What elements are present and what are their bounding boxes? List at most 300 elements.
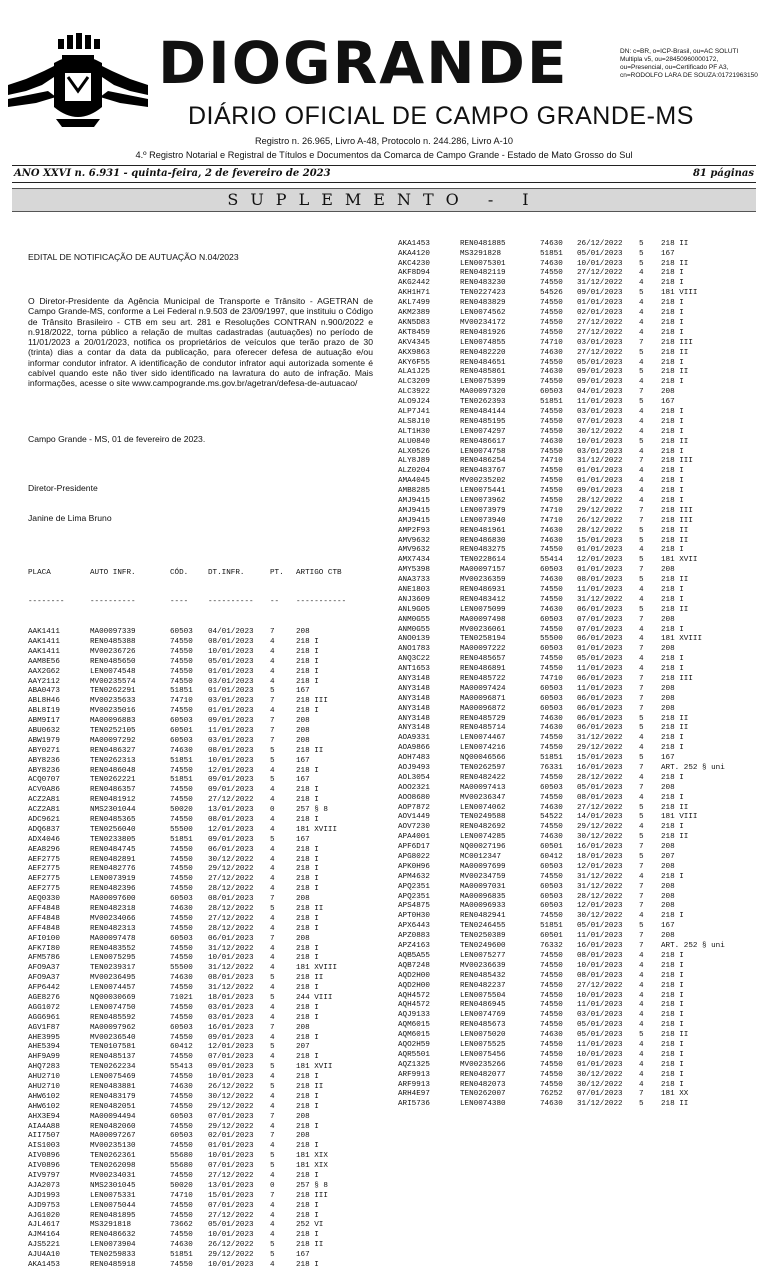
table-row — [398, 922, 753, 932]
table-cell: TEN0228614 — [460, 556, 506, 565]
table-cell: 15/01/2023 — [577, 536, 623, 545]
table-cell: 4 — [639, 269, 644, 278]
table-cell: AQB5A55 — [398, 951, 430, 960]
table-cell: MV00234031 — [90, 1172, 136, 1181]
table-cell: 218 I — [296, 914, 319, 923]
table-row — [28, 1073, 373, 1083]
table-cell: 26/12/2022 — [208, 1083, 254, 1092]
table-cell: 06/01/2023 — [208, 934, 254, 943]
table-cell: 74710 — [540, 675, 563, 683]
table-cell: 55500 — [170, 964, 193, 973]
table-cell: 60503 — [540, 892, 563, 901]
table-cell: 5 — [639, 368, 644, 377]
table-cell: 5 — [270, 1251, 275, 1260]
table-cell: REN0483179 — [90, 1092, 136, 1101]
table-cell: 207 — [296, 1043, 310, 1052]
table-cell: AHU2710 — [28, 1073, 60, 1082]
table-cell: 4 — [270, 1003, 275, 1012]
table-cell: AMJ9415 — [398, 516, 430, 525]
table-cell: 208 — [661, 694, 675, 703]
table-cell: 4 — [270, 954, 275, 963]
table-cell: 5 — [639, 249, 644, 258]
table-row — [28, 658, 373, 668]
table-cell: 208 — [296, 628, 310, 637]
table-cell: 218 II — [661, 1031, 689, 1040]
table-cell: 218 I — [296, 984, 319, 993]
col-header-cod: CÓD. — [170, 568, 189, 577]
table-cell: 4 — [639, 744, 644, 753]
table-cell: TEN0233805 — [90, 835, 136, 844]
table-cell: AHU2710 — [28, 1083, 60, 1092]
table-cell: 74550 — [540, 546, 563, 555]
table-row — [398, 546, 753, 556]
table-cell: REN0485388 — [90, 637, 136, 646]
table-cell: 51851 — [540, 249, 563, 258]
table-cell: 30/12/2022 — [577, 1070, 623, 1079]
table-cell: 11/01/2023 — [577, 684, 623, 693]
table-cell: 218 II — [661, 724, 689, 733]
table-cell: 4 — [639, 1060, 644, 1069]
table-cell: 4 — [639, 665, 644, 674]
table-cell: 4 — [270, 1122, 275, 1131]
table-cell: 167 — [661, 754, 675, 763]
table-cell: LEN0075399 — [460, 378, 506, 387]
table-cell: APA4001 — [398, 833, 430, 842]
table-cell: AIV9797 — [28, 1172, 60, 1181]
table-cell: 4 — [270, 1033, 275, 1042]
table-cell: 5 — [639, 605, 644, 614]
table-cell: 208 — [661, 684, 675, 693]
table-cell: AFM5786 — [28, 954, 60, 963]
table-cell: 4 — [639, 635, 644, 644]
table-cell: 4 — [639, 378, 644, 387]
table-cell: 29/12/2022 — [208, 865, 254, 874]
table-cell: 4 — [639, 328, 644, 337]
table-row — [398, 359, 753, 369]
table-row — [398, 537, 753, 547]
table-cell: 01/01/2023 — [577, 467, 623, 476]
table-cell: 0 — [270, 806, 275, 815]
table-cell: 7 — [270, 1191, 275, 1200]
table-cell: AQJ9133 — [398, 1011, 430, 1020]
table-cell: LEN0073919 — [90, 875, 136, 884]
table-cell: 13/01/2023 — [208, 1181, 254, 1190]
table-cell: TEN0259833 — [90, 1251, 136, 1260]
table-cell: REN0483230 — [460, 279, 506, 288]
table-cell: NQ00046566 — [460, 754, 506, 763]
table-cell: 06/01/2023 — [577, 704, 623, 713]
table-cell: 05/01/2023 — [208, 1221, 254, 1230]
table-row — [398, 794, 753, 804]
table-cell: 7 — [639, 457, 644, 466]
table-cell: AAK1411 — [28, 628, 60, 637]
table-cell: AQH4572 — [398, 1001, 430, 1010]
table-cell: AFF4848 — [28, 924, 60, 933]
table-row — [28, 1162, 373, 1172]
table-cell: 5 — [639, 398, 644, 407]
table-cell: APS4875 — [398, 902, 430, 911]
table-cell: 218 I — [661, 744, 684, 753]
table-cell: 09/01/2023 — [208, 786, 254, 795]
table-cell: 60412 — [170, 1043, 193, 1052]
table-cell: 218 I — [661, 734, 684, 743]
table-row — [28, 885, 373, 895]
table-cell: 218 I — [296, 637, 319, 646]
table-cell: 208 — [296, 1132, 310, 1141]
table-row — [28, 905, 373, 915]
table-cell: 74550 — [170, 677, 193, 686]
table-cell: 74550 — [540, 477, 563, 486]
table-cell: 4 — [270, 1261, 275, 1270]
table-cell: NQ00027196 — [460, 843, 506, 852]
table-cell: AOV1449 — [398, 813, 430, 822]
table-row — [398, 1081, 753, 1091]
table-cell: 31/12/2022 — [208, 944, 254, 953]
table-cell: 14/01/2023 — [577, 813, 623, 822]
table-cell: ARF9913 — [398, 1080, 430, 1089]
table-cell: 218 I — [661, 1011, 684, 1020]
table-cell: 4 — [270, 815, 275, 824]
table-cell: ACQ0707 — [28, 776, 60, 785]
table-cell: 74550 — [540, 773, 563, 782]
table-cell: 74550 — [170, 1211, 193, 1220]
table-cell: APF6D17 — [398, 843, 430, 852]
table-row — [28, 1103, 373, 1113]
table-cell: ADC9621 — [28, 815, 60, 824]
table-cell: 07/01/2023 — [577, 1090, 623, 1099]
table-cell: TEN0250389 — [460, 932, 506, 941]
table-cell: 4 — [639, 991, 644, 1000]
edition-info: ANO XXVI n. 6.931 - quinta-feira, 2 de fevereiro de 2023 — [14, 168, 331, 179]
table-cell: 74710 — [170, 1191, 193, 1200]
table-cell: 7 — [639, 645, 644, 654]
table-cell: 09/01/2023 — [208, 835, 254, 844]
table-row — [398, 804, 753, 814]
table-cell: ALC3922 — [398, 388, 430, 397]
table-cell: 7 — [639, 615, 644, 624]
table-cell: REN0485861 — [460, 368, 506, 377]
table-cell: 74550 — [540, 823, 563, 832]
table-cell: 74550 — [540, 309, 563, 318]
table-cell: MA00096933 — [460, 902, 506, 911]
table-cell: 01/01/2023 — [577, 299, 623, 308]
table-cell: 208 — [296, 717, 310, 726]
table-row — [398, 635, 753, 645]
table-cell: 74550 — [170, 944, 193, 953]
table-cell: 4 — [270, 677, 275, 686]
table-cell: 27/12/2022 — [208, 1211, 254, 1220]
table-cell: 7 — [639, 932, 644, 941]
table-cell: 27/12/2022 — [577, 803, 623, 812]
table-cell: 03/01/2023 — [577, 407, 623, 416]
table-cell: 74550 — [540, 269, 563, 278]
table-row — [28, 648, 373, 658]
table-cell: AQO2H59 — [398, 1040, 430, 1049]
table-cell: 08/01/2023 — [208, 974, 254, 983]
table-row — [28, 638, 373, 648]
table-cell: APK0H96 — [398, 862, 430, 871]
table-cell: 4 — [639, 477, 644, 486]
table-cell: 218 I — [661, 358, 684, 367]
table-cell: 218 I — [296, 667, 319, 676]
table-row — [28, 846, 373, 856]
table-cell: 4 — [270, 667, 275, 676]
table-cell: 4 — [270, 766, 275, 775]
table-cell: REN0485137 — [90, 1053, 136, 1062]
table-cell: ANQ3C22 — [398, 655, 430, 664]
table-cell: MA00097424 — [460, 684, 506, 693]
table-row — [398, 250, 753, 260]
table-cell: MA00096872 — [460, 704, 506, 713]
table-row — [398, 833, 753, 843]
table-cell: AAY2112 — [28, 677, 60, 686]
table-cell: 27/12/2022 — [208, 796, 254, 805]
table-cell: 74550 — [540, 299, 563, 308]
table-cell: 7 — [270, 697, 275, 706]
table-cell: 08/01/2023 — [208, 895, 254, 904]
table-cell: APG8022 — [398, 853, 430, 862]
table-cell: 218 I — [296, 1261, 319, 1270]
table-cell: 218 I — [296, 845, 319, 854]
table-cell: 27/12/2022 — [208, 1172, 254, 1181]
table-cell: 60503 — [170, 1023, 193, 1032]
table-cell: 167 — [296, 687, 310, 696]
table-cell: 11/01/2023 — [208, 726, 254, 735]
table-cell: 16/01/2023 — [577, 764, 623, 773]
table-cell: REN0486945 — [460, 1001, 506, 1010]
table-row — [398, 260, 753, 270]
table-cell: AQZ1325 — [398, 1060, 430, 1069]
table-cell: 10/01/2023 — [208, 1261, 254, 1270]
table-cell: 74550 — [170, 1053, 193, 1062]
table-cell: 218 I — [661, 318, 684, 327]
table-row — [398, 279, 753, 289]
table-row — [398, 527, 753, 537]
table-cell: 11/01/2023 — [577, 1040, 623, 1049]
table-cell: 218 I — [296, 1013, 319, 1022]
table-cell: LEN0075020 — [460, 1031, 506, 1040]
table-row — [398, 269, 753, 279]
table-cell: 5 — [639, 348, 644, 357]
table-cell: 74550 — [170, 1073, 193, 1082]
table-cell: LEN0073940 — [460, 516, 506, 525]
table-cell: 60503 — [170, 895, 193, 904]
table-cell: 7 — [639, 764, 644, 773]
table-cell: 218 I — [296, 885, 319, 894]
table-cell: 60501 — [170, 726, 193, 735]
table-cell: 74550 — [170, 865, 193, 874]
table-cell: 4 — [639, 427, 644, 436]
table-cell: LEN0075456 — [460, 1050, 506, 1059]
left-table-body — [28, 628, 373, 1271]
dash: ---------- — [90, 598, 136, 607]
table-cell: 30/12/2022 — [208, 855, 254, 864]
table-cell: 218 I — [661, 823, 684, 832]
table-cell: 74550 — [170, 1013, 193, 1022]
table-cell: ANY3148 — [398, 714, 430, 723]
table-cell: 09/01/2023 — [577, 368, 623, 377]
table-cell: REN0482051 — [90, 1102, 136, 1111]
table-cell: 55500 — [540, 635, 563, 644]
table-cell: 74550 — [540, 1060, 563, 1069]
table-cell: 218 I — [661, 1060, 684, 1069]
table-cell: 74550 — [170, 766, 193, 775]
table-cell: 7 — [639, 1090, 644, 1099]
table-cell: 208 — [661, 882, 675, 891]
table-cell: 60503 — [540, 862, 563, 871]
table-cell: APZ4163 — [398, 942, 430, 951]
table-cell: AEQ0330 — [28, 895, 60, 904]
table-cell: 4 — [639, 961, 644, 970]
table-cell: AJU4A10 — [28, 1251, 60, 1260]
table-row — [28, 767, 373, 777]
table-cell: 07/01/2023 — [577, 625, 623, 634]
page-count: 81 páginas — [692, 168, 754, 179]
table-row — [398, 586, 753, 596]
table-row — [28, 757, 373, 767]
dash: -------- — [28, 598, 65, 607]
table-cell: 5 — [639, 813, 644, 822]
table-cell: 76252 — [540, 1090, 563, 1099]
table-row — [398, 606, 753, 616]
table-cell: 4 — [639, 417, 644, 426]
table-cell: 74550 — [170, 1092, 193, 1101]
table-cell: REN0482313 — [90, 924, 136, 933]
right-table-body — [398, 240, 753, 1110]
table-row — [28, 1221, 373, 1231]
table-cell: 74550 — [170, 984, 193, 993]
table-cell: 74550 — [540, 961, 563, 970]
table-cell: 08/01/2023 — [577, 793, 623, 802]
table-cell: 74550 — [540, 487, 563, 496]
table-cell: 74550 — [540, 1080, 563, 1089]
table-cell: 218 II — [661, 536, 689, 545]
table-cell: 28/12/2022 — [208, 904, 254, 913]
table-cell: 4 — [639, 358, 644, 367]
table-cell: ANY3148 — [398, 704, 430, 713]
table-cell: 208 — [661, 843, 675, 852]
table-row — [28, 865, 373, 875]
table-cell: 218 I — [661, 595, 684, 604]
table-cell: AFF4848 — [28, 914, 60, 923]
table-row — [398, 388, 753, 398]
table-cell: LEN0074380 — [460, 1100, 506, 1109]
table-cell: 74710 — [540, 457, 563, 466]
table-cell: LEN0074562 — [460, 309, 506, 318]
table-cell: MA00097413 — [460, 783, 506, 792]
table-cell: 167 — [296, 756, 310, 765]
table-cell: 01/01/2023 — [577, 1060, 623, 1069]
table-cell: 74550 — [170, 667, 193, 676]
table-row — [398, 813, 753, 823]
table-cell: MA00097498 — [460, 615, 506, 624]
table-cell: 05/01/2023 — [577, 1021, 623, 1030]
table-cell: 4 — [639, 447, 644, 456]
table-cell: 4 — [639, 912, 644, 921]
table-row — [28, 737, 373, 747]
table-cell: 74550 — [540, 1040, 563, 1049]
table-row — [28, 1231, 373, 1241]
table-cell: 28/12/2022 — [208, 885, 254, 894]
table-cell: 218 I — [296, 875, 319, 884]
table-cell: 218 I — [661, 1001, 684, 1010]
table-cell: 10/01/2023 — [208, 1152, 254, 1161]
table-cell: REN0485195 — [460, 417, 506, 426]
table-row — [28, 776, 373, 786]
table-cell: APQ2351 — [398, 892, 430, 901]
table-cell: 74550 — [170, 647, 193, 656]
table-cell: AKA1453 — [28, 1261, 60, 1270]
table-cell: 31/12/2022 — [577, 1100, 623, 1109]
table-row — [398, 240, 753, 250]
table-cell: 55413 — [170, 1063, 193, 1072]
table-cell: 09/01/2023 — [577, 289, 623, 298]
table-cell: 74550 — [170, 885, 193, 894]
table-cell: 27/12/2022 — [577, 269, 623, 278]
table-row — [398, 467, 753, 477]
table-cell: 08/01/2023 — [577, 971, 623, 980]
table-cell: 74630 — [170, 974, 193, 983]
table-cell: AQM6015 — [398, 1021, 430, 1030]
table-cell: AIV0896 — [28, 1152, 60, 1161]
table-row — [28, 895, 373, 905]
table-cell: AOO8680 — [398, 793, 430, 802]
table-cell: 208 — [661, 892, 675, 901]
table-cell: REN0483829 — [460, 299, 506, 308]
table-cell: REN0482422 — [460, 773, 506, 782]
table-cell: LEN0074769 — [460, 1011, 506, 1020]
table-cell: 04/01/2023 — [208, 628, 254, 637]
table-cell: 16/01/2023 — [208, 1023, 254, 1032]
masthead-title: DIOGRANDE — [158, 29, 569, 97]
table-cell: AEF2775 — [28, 865, 60, 874]
table-cell: MV00235130 — [90, 1142, 136, 1151]
table-cell: 60503 — [540, 684, 563, 693]
table-cell: 74630 — [540, 576, 563, 585]
table-cell: 167 — [296, 1251, 310, 1260]
table-cell: 74550 — [540, 595, 563, 604]
table-cell: 31/12/2022 — [577, 734, 623, 743]
table-cell: TEN0262313 — [90, 756, 136, 765]
table-cell: 4 — [639, 487, 644, 496]
table-row — [398, 734, 753, 744]
dash: ----------- — [296, 598, 347, 607]
table-cell: NMS2301044 — [90, 806, 136, 815]
table-cell: 74630 — [540, 536, 563, 545]
table-cell: 60503 — [540, 783, 563, 792]
table-cell: AEF2775 — [28, 875, 60, 884]
table-cell: 5 — [270, 1083, 275, 1092]
table-cell: 29/12/2022 — [208, 1122, 254, 1131]
table-cell: ANM0G55 — [398, 625, 430, 634]
table-row — [398, 853, 753, 863]
table-cell: LEN0074855 — [460, 338, 506, 347]
table-cell: 5 — [639, 833, 644, 842]
table-cell: ALX0526 — [398, 447, 430, 456]
table-cell: 218 I — [661, 971, 684, 980]
table-cell: 76332 — [540, 942, 563, 951]
table-cell: AGG1072 — [28, 1003, 60, 1012]
table-cell: 7 — [639, 684, 644, 693]
table-cell: AMB8285 — [398, 487, 430, 496]
table-cell: 181 XVIII — [296, 825, 338, 834]
table-cell: 60501 — [540, 932, 563, 941]
table-row — [28, 816, 373, 826]
table-cell: AOP7872 — [398, 803, 430, 812]
table-cell: LEN0074758 — [460, 447, 506, 456]
table-cell: MS3291818 — [90, 1221, 132, 1230]
table-cell: AMA4045 — [398, 477, 430, 486]
